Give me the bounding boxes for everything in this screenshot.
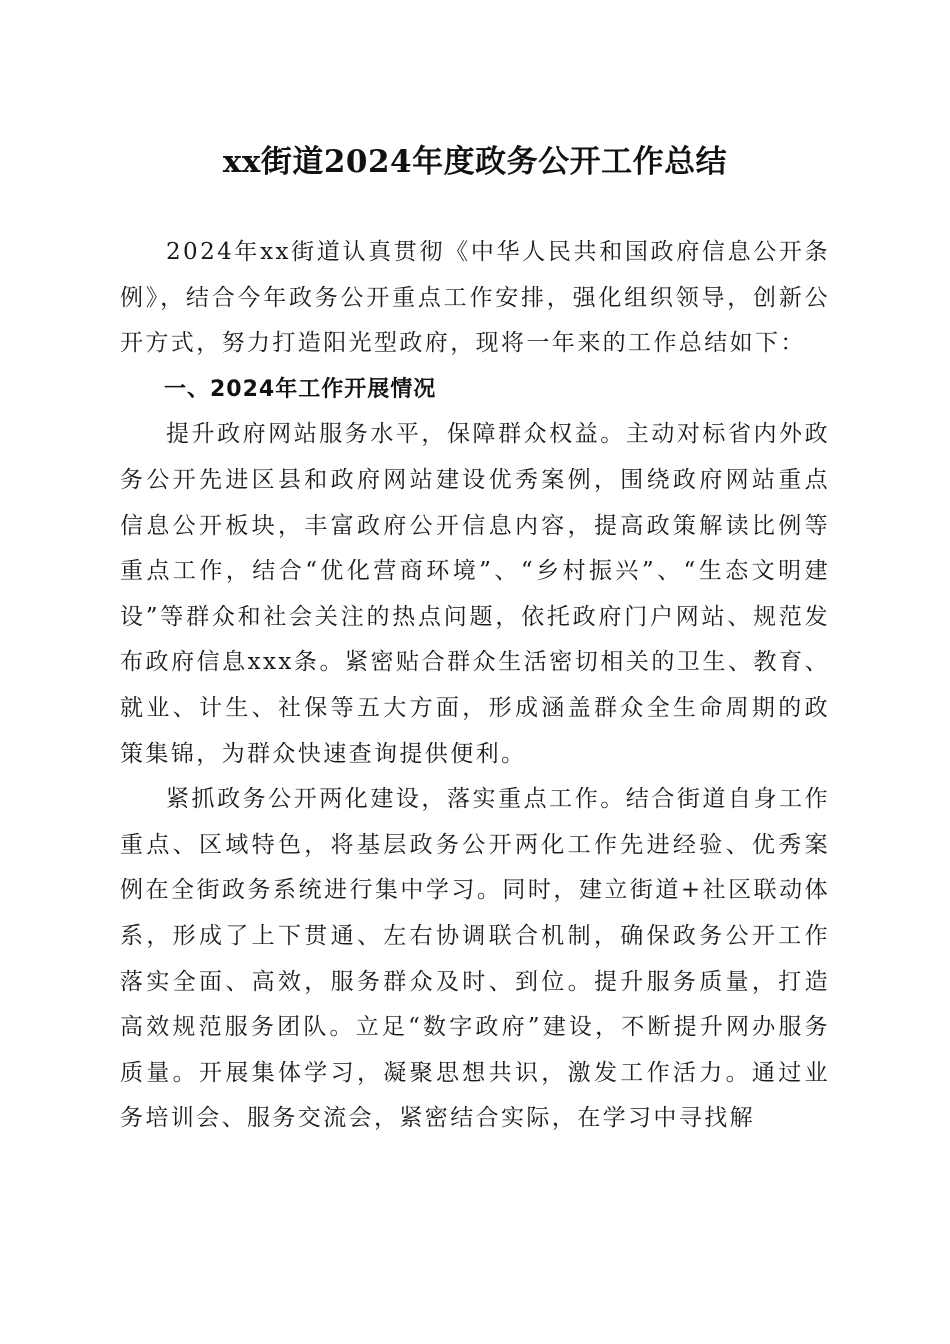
section-heading: 一、2024年工作开展情况 [164, 376, 437, 402]
body-paragraph: 紧抓政务公开两化建设，落实重点工作。结合街道自身工作重点、区域特色，将基层政务公开两化工作先进经验、优秀案例在全街政务系统进行集中学习。同时，建立街道+社区联动体系，形成了上下贯通、左右协调联合机制，确保政务公开工作落实全面、高效，服务群众及时、到位。提升服务质量，打造高效规范服务团队。立足“数字政府”建设，不断提升网办服务质量。开展集体学习，凝聚思想共识，激发工作活力。通过业务培训会、服务交流会，紧密结合实际，在学习中寻找解 [120, 786, 830, 1132]
body-paragraph: 提升政府网站服务水平，保障群众权益。主动对标省内外政务公开先进区县和政府网站建设优秀案例，围绕政府网站重点信息公开板块，丰富政府公开信息内容，提高政策解读比例等重点工作，结合“优化营商环境”、“乡村振兴”、“生态文明建设”等群众和社会关注的热点问题，依托政府门户网站、规范发布政府信息xxx条。紧密贴合群众生活密切相关的卫生、教育、就业、计生、社保等五大方面，形成涵盖群众全生命周期的政策集锦，为群众快速查询提供便利。 [120, 421, 830, 767]
document-title: xx街道2024年度政务公开工作总结 [222, 144, 728, 180]
document-body [120, 230, 830, 1142]
intro-paragraph: 2024年xx街道认真贯彻《中华人民共和国政府信息公开条例》，结合今年政务公开重点工作安排，强化组织领导，创新公开方式，努力打造阳光型政府，现将一年来的工作总结如下： [120, 239, 830, 357]
